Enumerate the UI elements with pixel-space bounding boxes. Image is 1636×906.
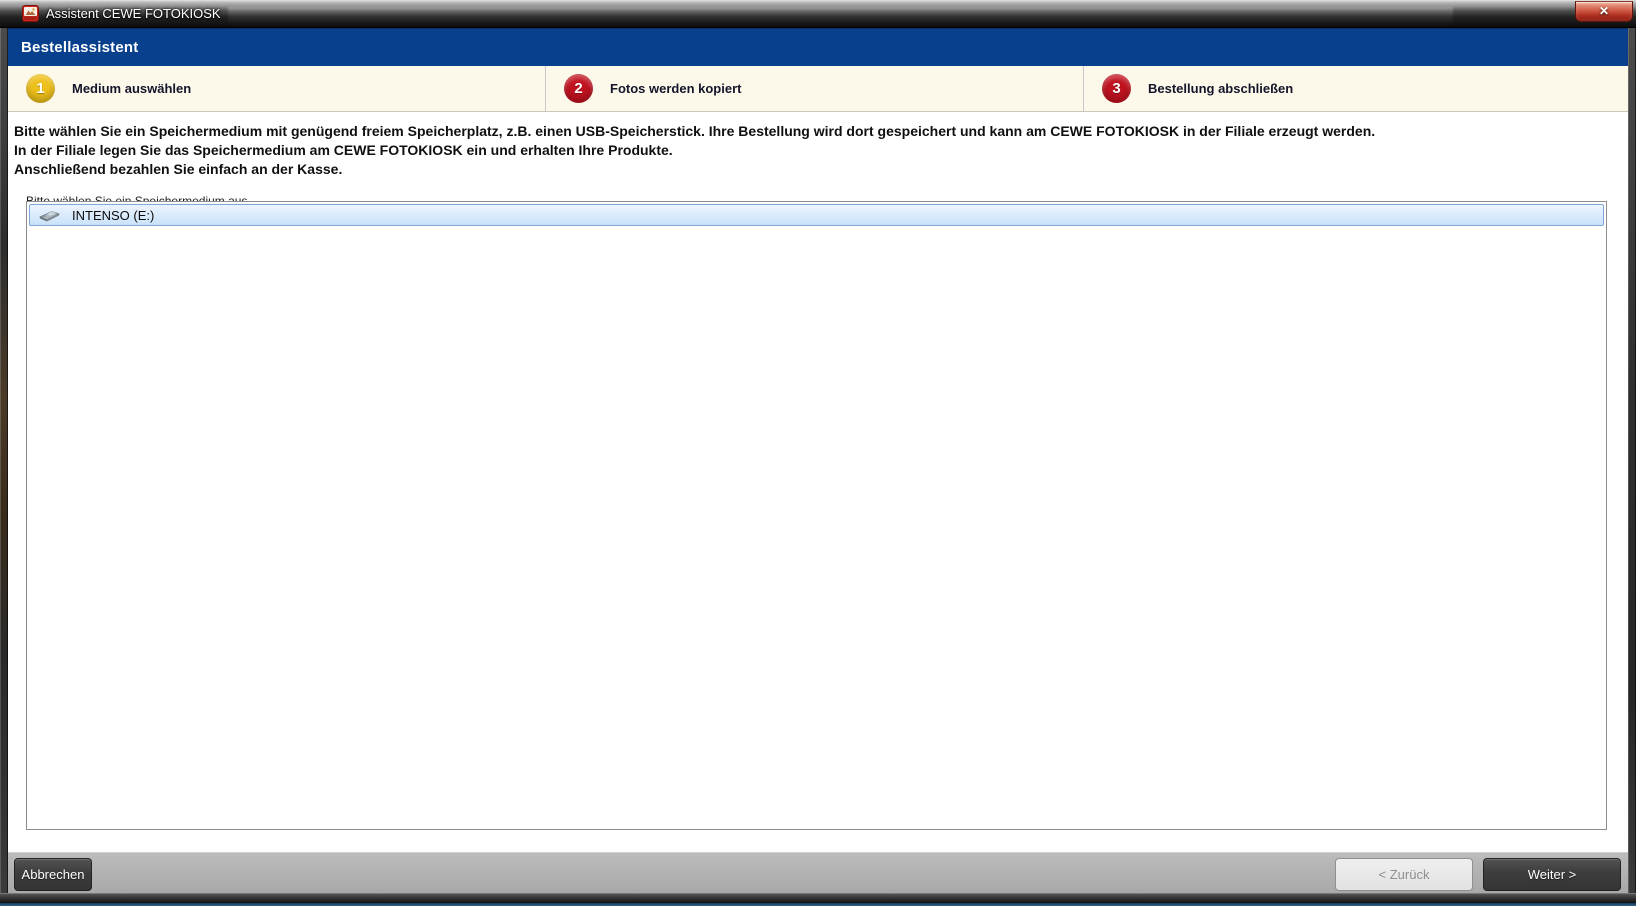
step-fotos-kopieren <box>545 66 1083 111</box>
usb-drive-icon <box>38 207 62 223</box>
window-title: Assistent CEWE FOTOKIOSK <box>46 6 221 21</box>
instruction-line-1: Bitte wählen Sie ein Speichermedium mit genügend freiem Speicherplatz, z.B. einen USB-Speicherstick. Ihre Bestellung wird dort gespeichert und kann am CEWE FOTOKIOSK in der Filiale erzeugt werden. <box>14 123 1376 139</box>
window-frame-right <box>1628 28 1636 906</box>
step-3-label: Bestellung abschließen <box>1148 81 1294 96</box>
step-1-label: Medium auswählen <box>72 81 192 96</box>
instruction-text <box>14 122 1614 179</box>
close-button[interactable] <box>1575 1 1633 22</box>
cancel-button[interactable] <box>14 858 92 891</box>
wizard-page-body <box>8 112 1628 852</box>
wizard-header <box>8 28 1628 66</box>
instruction-line-3: Anschließend bezahlen Sie einfach an der Kasse. <box>14 161 343 177</box>
wizard-dialog <box>8 28 1628 893</box>
media-item-label: INTENSO (E:) <box>72 207 155 223</box>
back-button-label: < Zurück <box>1378 867 1430 882</box>
media-listbox[interactable] <box>26 201 1607 830</box>
wizard-steps-bar <box>8 66 1628 112</box>
wizard-title: Bestellassistent <box>21 39 139 56</box>
app-icon <box>22 5 39 22</box>
media-list-item-selected[interactable] <box>29 204 1604 226</box>
titlebar-glass-sheen <box>228 7 1453 26</box>
next-button-label: Weiter > <box>1527 867 1577 882</box>
next-button[interactable] <box>1483 858 1621 891</box>
close-icon: ✕ <box>1598 4 1610 18</box>
window-frame-left <box>0 28 8 906</box>
step-2-label: Fotos werden kopiert <box>610 81 742 96</box>
back-button[interactable] <box>1335 858 1473 891</box>
title-bar <box>0 0 1636 28</box>
step-1-badge: 1 <box>26 74 55 103</box>
step-bestellung-abschliessen <box>1083 66 1628 111</box>
cancel-button-label: Abbrechen <box>21 867 85 882</box>
step-3-badge: 3 <box>1102 74 1131 103</box>
instruction-line-2: In der Filiale legen Sie das Speichermedium am CEWE FOTOKIOSK ein und erhalten Ihre Produkte. <box>14 142 673 158</box>
step-medium-auswaehlen <box>8 66 545 111</box>
window-frame-bottom <box>0 893 1636 906</box>
step-2-badge: 2 <box>564 74 593 103</box>
footer-button-bar <box>8 852 1628 893</box>
